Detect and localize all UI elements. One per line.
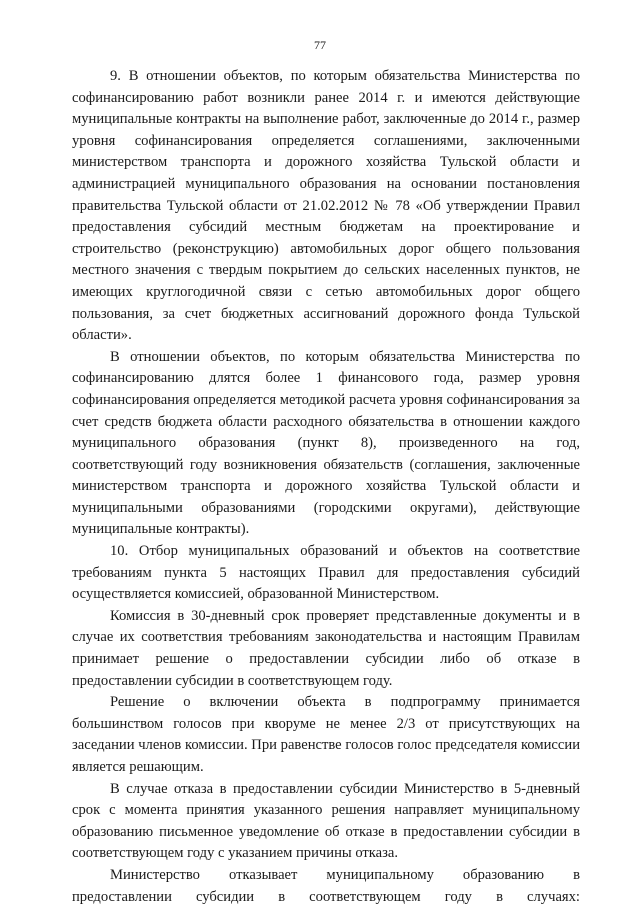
paragraph-multiyear: В отношении объектов, по которым обязательства Министерства по софинансированию длятся более 1 финансового года, размер уровня софинансирования определяется методикой расчета уровня софинансирования за счет средств бюджета области расходного обязательства в отношении каждого муниципального образования (пункт 8), произведенного на год, соответствующий году возникновения обязательств (соглашения, заключенные министерством транспорта и дорожного хозяйства Тульской области и муниципальными образованиями (городскими округами), действующие муниципальные контракты). <box>72 348 580 538</box>
page-number: 77 <box>314 38 326 52</box>
document-body <box>72 66 580 908</box>
paragraph-refusal: В случае отказа в предоставлении субсидии Министерство в 5-дневный срок с момента принятия указанного решения направляет муниципальному образованию письменное уведомление об отказе в предоставлении субсидии в соответствующем году с указанием причины отказа. <box>72 780 580 862</box>
paragraph-9: 9. В отношении объектов, по которым обязательства Министерства по софинансированию работ возникли ранее 2014 г. и имеются действующие муниципальные контракты на выполнение работ, заключенные до 2014 г., размер уровня софинансирования определяется соглашениями, заключенными министерством транспорта и дорожного хозяйства Тульской области и администрацией муниципального образования на основании постановления правительства Тульской области от 21.02.2012 № 78 «Об утверждении Правил предоставления субсидий местным бюджетам на проектирование и строительство (реконструкцию) автомобильных дорог общего пользования местного значения с твердым покрытием до сельских населенных пунктов, не имеющих круглогодичной связи с сетью автомобильных дорог общего пользования, за счет бюджетных ассигнований дорожного фонда Тульской области». <box>72 68 580 344</box>
paragraph-10: 10. Отбор муниципальных образований и объектов на соответствие требованиям пункта 5 настоящих Правил для предоставления субсидий осуществляется комиссией, образованной Министерством. <box>72 543 580 603</box>
paragraph-decision: Решение о включении объекта в подпрограмму принимается большинством голосов при кворуме не менее 2/3 от присутствующих на заседании членов комиссии. При равенстве голосов голос председателя комиссии является решающим. <box>72 694 580 775</box>
paragraph-refusal-cases: Министерство отказывает муниципальному образованию в предоставлении субсидии в соответствующем году в случаях: <box>72 866 580 905</box>
paragraph-commission: Комиссия в 30-дневный срок проверяет представленные документы и в случае их соответствия требованиям законодательства и настоящим Правилам принимает решение о предоставлении субсидии либо об отказе в предоставлении субсидии в соответствующем году. <box>72 607 580 689</box>
